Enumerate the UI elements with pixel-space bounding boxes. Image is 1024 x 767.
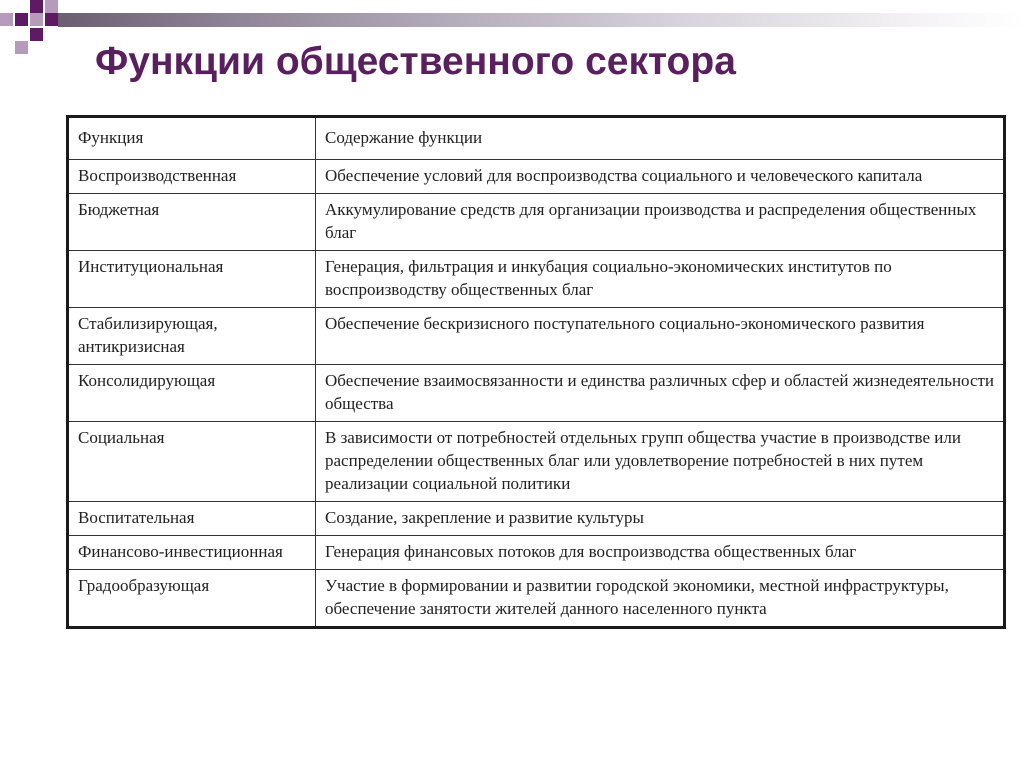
decor-square — [15, 41, 28, 54]
function-content-cell: Создание, закрепление и развитие культуры — [316, 502, 1005, 536]
decor-square — [45, 13, 58, 26]
function-name-cell: Финансово-инвестиционная — [68, 536, 316, 570]
table-header-row — [68, 117, 1005, 160]
function-content-cell: Обеспечение условий для воспроизводства социального и человеческого капитала — [316, 160, 1005, 194]
table-row — [68, 536, 1005, 570]
header-cell-content: Содержание функции — [316, 117, 1005, 160]
function-name-cell: Воспитательная — [68, 502, 316, 536]
function-content-cell: Обеспечение бескризисного поступательного социально-экономического развития — [316, 308, 1005, 365]
table-row — [68, 308, 1005, 365]
function-content-cell: Генерация, фильтрация и инкубация социально-экономических институтов по воспроизводству общественных благ — [316, 251, 1005, 308]
function-name-cell: Воспроизводственная — [68, 160, 316, 194]
function-content-cell: Аккумулирование средств для организации производства и распределения общественных благ — [316, 194, 1005, 251]
functions-table — [66, 115, 1006, 629]
table-row — [68, 251, 1005, 308]
decor-square — [30, 13, 43, 26]
function-name-cell: Стабилизирующая, антикризисная — [68, 308, 316, 365]
function-content-cell: Участие в формировании и развитии городской экономики, местной инфраструктуры, обеспечение занятости жителей данного населенного пункта — [316, 570, 1005, 628]
decor-gradient-bar — [58, 13, 1024, 27]
function-name-cell: Градообразующая — [68, 570, 316, 628]
decor-square — [0, 13, 13, 26]
table-row — [68, 502, 1005, 536]
function-content-cell: Генерация финансовых потоков для воспроизводства общественных благ — [316, 536, 1005, 570]
table-row — [68, 160, 1005, 194]
decor-square — [15, 13, 28, 26]
function-name-cell: Социальная — [68, 422, 316, 502]
table-row — [68, 194, 1005, 251]
slide-title: Функции общественного сектора — [95, 40, 736, 83]
table-row — [68, 365, 1005, 422]
decor-square — [45, 0, 58, 13]
function-name-cell: Институциональная — [68, 251, 316, 308]
function-content-cell: В зависимости от потребностей отдельных групп общества участие в производстве или распределении общественных благ или удовлетворение потребностей в них путем реализации социальной политики — [316, 422, 1005, 502]
function-content-cell: Обеспечение взаимосвязанности и единства различных сфер и областей жизнедеятельности общества — [316, 365, 1005, 422]
table-row — [68, 570, 1005, 628]
header-cell-function: Функция — [68, 117, 316, 160]
function-name-cell: Консолидирующая — [68, 365, 316, 422]
function-name-cell: Бюджетная — [68, 194, 316, 251]
decor-square — [30, 0, 43, 13]
table-row — [68, 422, 1005, 502]
decor-square — [30, 28, 43, 41]
